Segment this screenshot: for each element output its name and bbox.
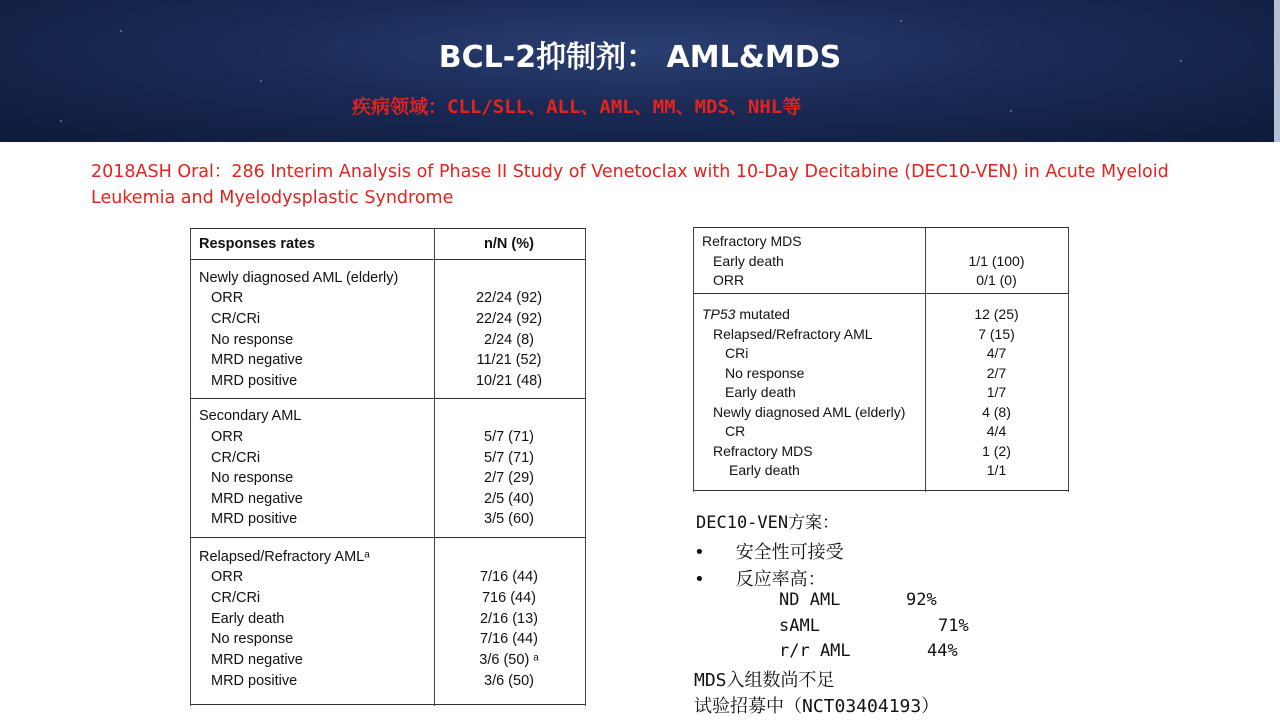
response-rates-table bbox=[190, 228, 586, 706]
section-title-label: Secondary AML bbox=[199, 408, 302, 424]
table-row bbox=[191, 371, 585, 391]
row-label: Relapsed/Refractory AML bbox=[713, 326, 873, 342]
bullet-item bbox=[694, 565, 826, 591]
table-row bbox=[191, 350, 585, 370]
bullet-text: 反应率高： bbox=[735, 569, 826, 590]
header-label: Responses rates bbox=[199, 236, 316, 252]
row-value: 2/7 bbox=[986, 365, 1007, 381]
rate-value: 44% bbox=[927, 641, 958, 661]
table-row bbox=[694, 402, 1068, 422]
row-value: 716 (44) bbox=[481, 590, 536, 606]
row-label: Early death bbox=[211, 611, 285, 627]
section-title-label: Newly diagnosed AML (elderly) bbox=[199, 270, 399, 286]
row-label: ORR bbox=[211, 569, 244, 585]
table-row bbox=[694, 363, 1068, 383]
row-label: CR/CRi bbox=[211, 450, 261, 466]
row-label: MRD positive bbox=[211, 373, 298, 389]
row-value: 5/7 (71) bbox=[484, 450, 534, 466]
table-row bbox=[191, 567, 585, 587]
row-label: Early death bbox=[729, 462, 800, 478]
row-label: Early death bbox=[725, 384, 796, 400]
table-row bbox=[694, 251, 1068, 271]
bullet-dot: • bbox=[694, 569, 705, 590]
table-row bbox=[191, 489, 585, 509]
row-value: 2/24 (8) bbox=[484, 332, 534, 348]
table-row bbox=[191, 309, 585, 329]
table-row bbox=[191, 609, 585, 629]
slide-title: BCL-2抑制剂： AML&MDS bbox=[438, 40, 842, 75]
bullet-item bbox=[694, 538, 844, 564]
table-row bbox=[694, 343, 1068, 363]
mds-enrollment-note: MDS入组数尚不足 bbox=[694, 670, 835, 691]
row-label: CR bbox=[725, 423, 746, 439]
row-value: 1/1 bbox=[986, 462, 1007, 478]
row-value: 2/16 (13) bbox=[479, 611, 539, 627]
row-label: No response bbox=[211, 631, 294, 647]
row-label: Newly diagnosed AML (elderly) bbox=[713, 404, 906, 420]
rate-name: ND AML bbox=[779, 590, 841, 610]
table-row bbox=[694, 441, 1068, 461]
slide-subtitle: 疾病领域：CLL/SLL、ALL、AML、MM、MDS、NHL等 bbox=[352, 96, 802, 118]
bullet-text: 安全性可接受 bbox=[735, 542, 844, 563]
row-label: MRD negative bbox=[211, 352, 303, 368]
row-value: 1/7 bbox=[986, 384, 1007, 400]
row-value: 1 (2) bbox=[982, 443, 1011, 459]
row-value: 5/7 (71) bbox=[484, 429, 534, 445]
table-row bbox=[191, 671, 585, 691]
rate-name: sAML bbox=[779, 616, 820, 636]
row-value: 7/16 (44) bbox=[479, 569, 539, 585]
table-row bbox=[694, 460, 1068, 480]
row-label: CR/CRi bbox=[211, 311, 261, 327]
row-value: 3/6 (50) ᵃ bbox=[479, 652, 539, 668]
row-label: No response bbox=[211, 470, 294, 486]
bullet-dot: • bbox=[694, 542, 705, 563]
row-label: Early death bbox=[713, 253, 784, 269]
row-value: 2/7 (29) bbox=[484, 470, 534, 486]
rate-value: 92% bbox=[906, 590, 937, 610]
table-row bbox=[191, 588, 585, 608]
rate-value: 71% bbox=[938, 616, 969, 636]
row-value: 10/21 (48) bbox=[475, 373, 543, 389]
table-row bbox=[694, 231, 1068, 251]
section-title bbox=[191, 268, 585, 288]
row-label: MRD negative bbox=[211, 491, 303, 507]
table-row bbox=[191, 650, 585, 670]
row-label: ORR bbox=[211, 290, 244, 306]
row-value: 7/16 (44) bbox=[479, 631, 539, 647]
table-row bbox=[694, 324, 1068, 344]
section-title bbox=[191, 406, 585, 426]
row-value: 1/1 (100) bbox=[968, 253, 1025, 269]
row-value: 22/24 (92) bbox=[475, 311, 543, 327]
table-header-row bbox=[191, 234, 585, 254]
row-value: 3/6 (50) bbox=[484, 673, 534, 689]
table-row bbox=[191, 629, 585, 649]
tp53-mds-table bbox=[693, 227, 1069, 492]
table-row bbox=[191, 448, 585, 468]
row-label: ORR bbox=[713, 272, 745, 288]
row-label: CRi bbox=[725, 345, 749, 361]
row-label: No response bbox=[211, 332, 294, 348]
table-row bbox=[694, 382, 1068, 402]
row-value: 12 (25) bbox=[974, 306, 1019, 322]
table-row bbox=[694, 421, 1068, 441]
row-value: 3/5 (60) bbox=[484, 511, 534, 527]
table-row bbox=[191, 509, 585, 529]
study-heading: 2018ASH Oral：286 Interim Analysis of Phase II Study of Venetoclax with 10-Day Decitabine (DEC10-VEN) in Acute Myeloid Leukemia and Myelodysplastic Syndrome bbox=[91, 162, 1169, 208]
row-label: MRD negative bbox=[211, 652, 303, 668]
row-value: 11/21 (52) bbox=[476, 352, 542, 368]
table-row bbox=[191, 427, 585, 447]
section-title bbox=[191, 547, 585, 567]
row-value: 7 (15) bbox=[978, 326, 1015, 342]
row-label: Refractory MDS bbox=[713, 443, 813, 459]
row-value: 2/5 (40) bbox=[484, 491, 534, 507]
row-label: MRD positive bbox=[211, 511, 298, 527]
table-row bbox=[191, 468, 585, 488]
row-value: 4 (8) bbox=[982, 404, 1011, 420]
header-value: n/N (%) bbox=[484, 236, 534, 252]
row-value: 0/1 (0) bbox=[976, 272, 1017, 288]
notes-title: DEC10-VEN方案： bbox=[696, 513, 840, 533]
row-label: mutated bbox=[735, 306, 790, 322]
rate-name: r/r AML bbox=[779, 641, 851, 661]
table-row bbox=[191, 330, 585, 350]
gene-label: TP53 bbox=[702, 306, 736, 322]
row-label: No response bbox=[725, 365, 805, 381]
row-value: 22/24 (92) bbox=[475, 290, 543, 306]
row-value: 4/4 bbox=[986, 423, 1007, 439]
row-value: 4/7 bbox=[986, 345, 1007, 361]
table-row bbox=[694, 304, 1068, 324]
row-label: MRD positive bbox=[211, 673, 298, 689]
section-title-label: Relapsed/Refractory AMLᵃ bbox=[199, 549, 370, 565]
table-row bbox=[694, 270, 1068, 290]
row-label: CR/CRi bbox=[211, 590, 261, 606]
table-row bbox=[191, 288, 585, 308]
row-label: ORR bbox=[211, 429, 244, 445]
recruiting-note: 试验招募中（NCT03404193） bbox=[694, 696, 940, 717]
row-label: Refractory MDS bbox=[702, 233, 802, 249]
